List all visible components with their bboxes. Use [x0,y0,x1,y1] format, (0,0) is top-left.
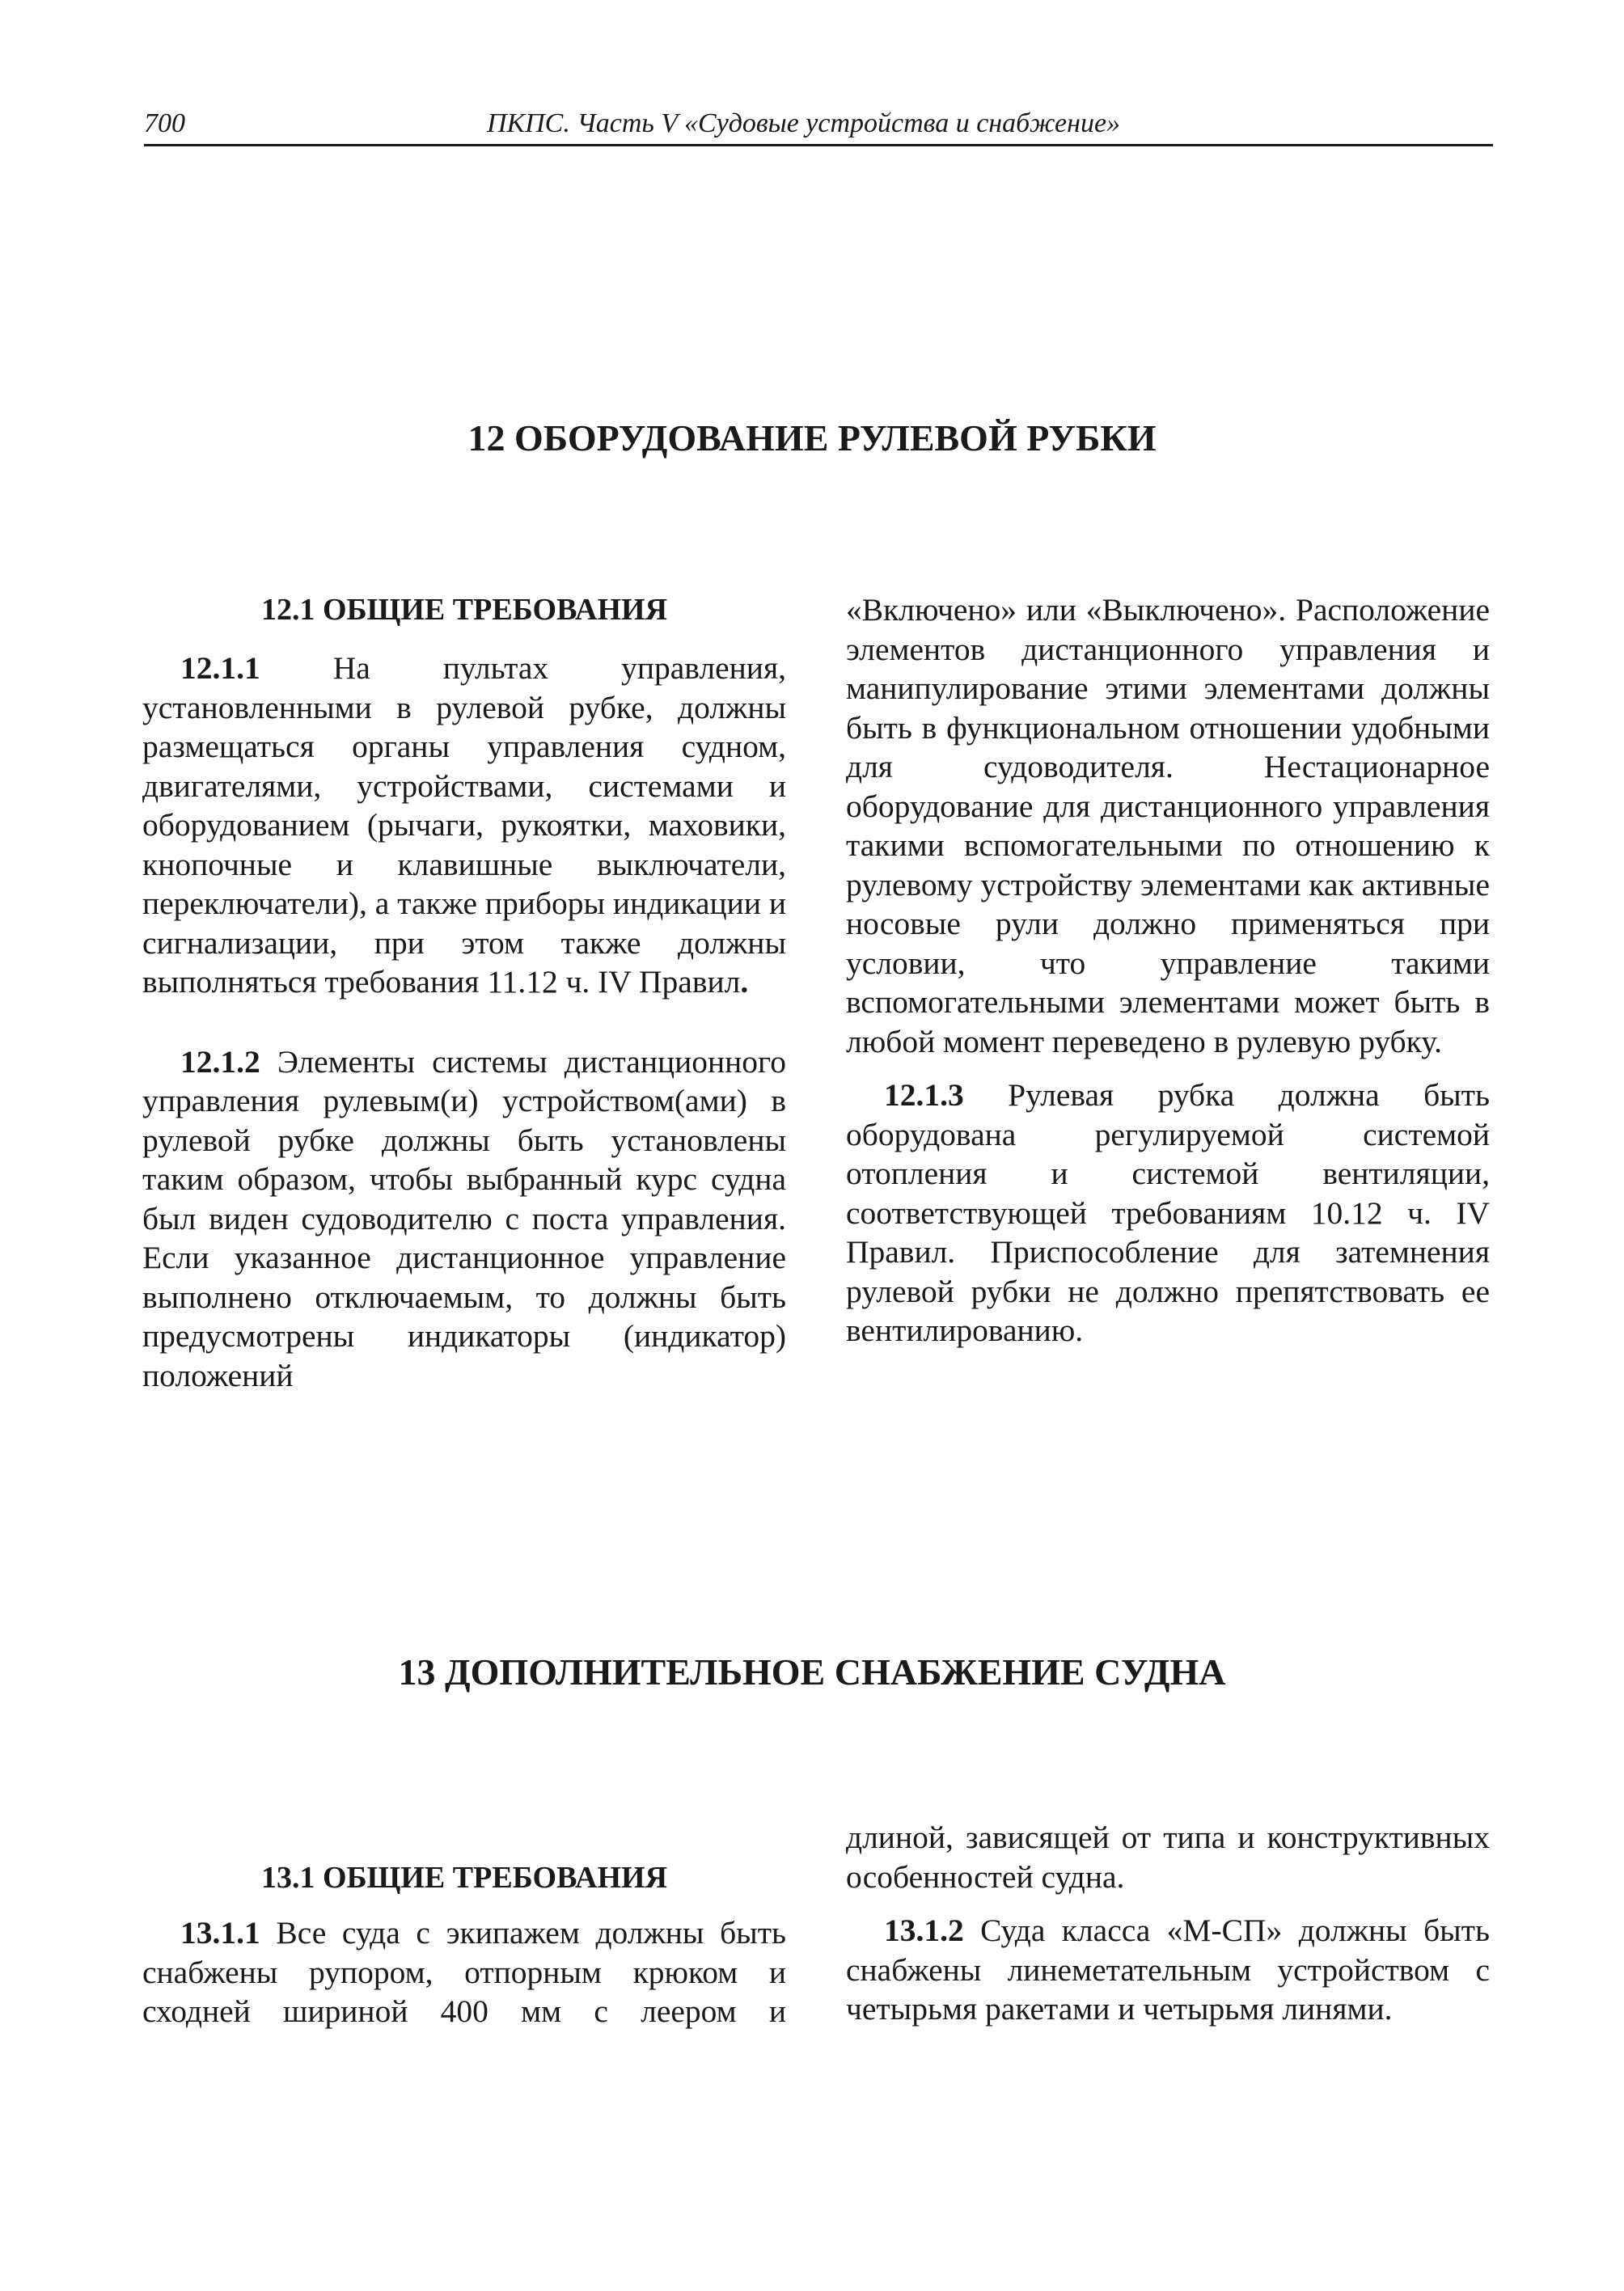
paragraph-13-1-2-number: 13.1.2 [884,1913,964,1948]
running-title: ПКПС. Часть V «Судовые устройства и снабжение» [487,108,1121,138]
paragraph-13-1-2-text: Суда класса «М-СП» должны быть снабжены линеметательным устройством с четырьмя ракетами и четырьмя линями. [846,1913,1490,2027]
paragraph-12-1-3 [846,1076,1490,1351]
chapter-12-title: 12 ОБОРУДОВАНИЕ РУЛЕВОЙ РУБКИ [467,417,1157,459]
chapter-12-left-column [142,590,786,1395]
paragraph-13-1-1-continued: длиной, зависящей от типа и конструктивных особенностей судна. [846,1820,1490,1895]
paragraph-12-1-2-text: Элементы системы дистанционного управления рулевым(и) устройством(ами) в рулевой рубке должны быть установлены таким образом, чтобы выбранный курс судна был виден судоводителю с поста управления. Если указанное дистанционное управление выполнено отключаемым, то должны быть предусмотрены индикаторы (индикатор) положений [142,1043,786,1393]
paragraph-12-1-3-text: Рулевая рубка должна быть оборудована регулируемой системой отопления и системой вентиляции, соответствующей требованиям 10.12 ч. IV Правил. Приспособление для затемнения рулевой рубки не должно препятствовать ее вентилированию. [846,1077,1490,1348]
chapter-13-title: 13 ДОПОЛНИТЕЛЬНОЕ СНАБЖЕНИЕ СУДНА [398,1651,1226,1693]
page-number: 700 [144,108,185,138]
paragraph-12-1-1 [142,649,786,1002]
paragraph-13-1-2 [846,1911,1490,2029]
paragraph-13-1-1-number: 13.1.1 [180,1915,260,1951]
paragraph-12-1-1-number: 12.1.1 [180,650,260,686]
paragraph-13-1-1 [142,1913,786,2031]
paragraph-12-1-3-number: 12.1.3 [884,1077,964,1113]
chapter-13-right-column [846,1818,1490,2029]
section-13-1-title: 13.1 ОБЩИЕ ТРЕБОВАНИЯ [260,1861,668,1895]
running-header [144,104,1493,146]
paragraph-13-1-1-text: Все суда с экипажем должны быть снабжены рупором, отпорным крюком и сходней шириной 400 мм с леером и [142,1915,786,2029]
paragraph-12-1-1-text: На пультах управления, установленными в рулевой рубке, должны размещаться органы управления судном, двигателями, устройствами, системами и оборудованием (рычаги, рукоятки, маховики, кнопочные и клавишные выключатели, переключатели), а также приборы индикации и сигнализации, при этом также должны выполняться требования 11.12 ч. IV Правил [142,650,786,1000]
chapter-13-left-column [142,1858,786,2031]
paragraph-12-1-2 [142,1042,786,1396]
paragraph-12-1-1-end: . [740,964,749,1000]
chapter-12-right-column [846,590,1490,1351]
paragraph-12-1-2-number: 12.1.2 [180,1043,260,1080]
paragraph-12-1-2-continued: «Включено» или «Выключено». Расположение элементов дистанционного управления и манипулирование этими элементами должны быть в функциональном отношении удобными для судоводителя. Нестационарное оборудование для дистанционного управления такими вспомогательными по отношению к рулевому устройству элементами как активные носовые рули должно применяться при условии, что управление такими вспомогательными элементами может быть в любой момент переведено в рулевую рубку. [846,592,1490,1059]
section-12-1-title: 12.1 ОБЩИЕ ТРЕБОВАНИЯ [260,593,668,627]
